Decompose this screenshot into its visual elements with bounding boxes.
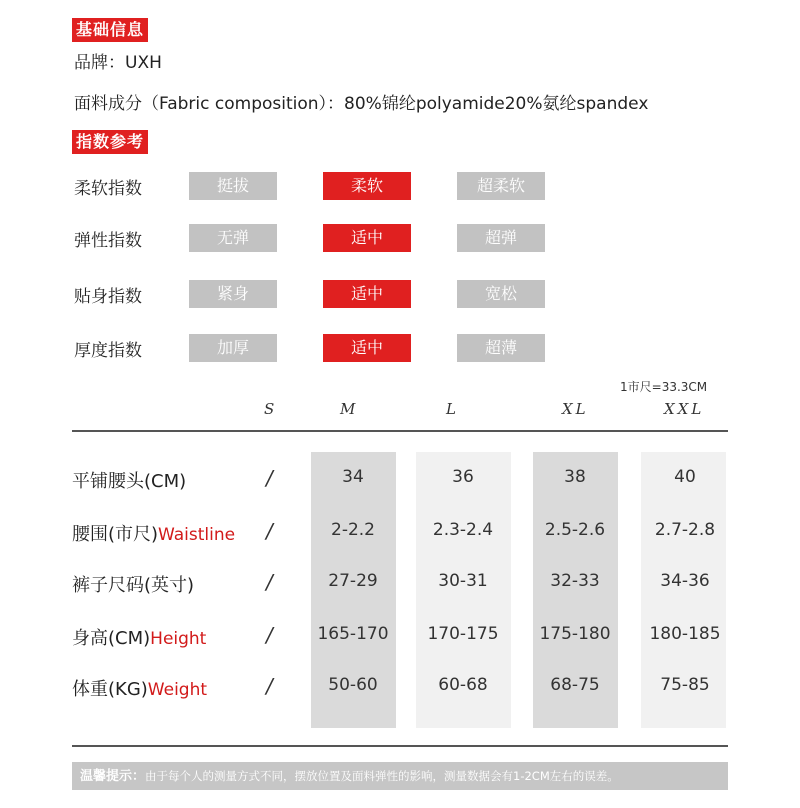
fabric-line: 面料成分（Fabric composition）：80%锦纶polyamide20%氨纶spandex [74, 94, 649, 114]
size-xl: XL [562, 400, 589, 418]
softness-option-1: 挺拔 [189, 172, 277, 200]
table-cell: 165-170 [317, 624, 389, 644]
row-slash: / [266, 519, 273, 543]
table-row-label: 平铺腰头(CM) [72, 471, 187, 492]
fit-option-1: 紧身 [189, 280, 277, 308]
table-cell: 75-85 [660, 675, 710, 695]
table-cell: 2.5-2.6 [544, 520, 606, 540]
table-cell: 2-2.2 [331, 520, 375, 540]
table-cell: 36 [452, 467, 474, 487]
index-ref-tag: 指数参考 [72, 130, 148, 154]
table-cell: 170-175 [427, 624, 499, 644]
table-cell: 34 [342, 467, 364, 487]
fit-option-3: 宽松 [457, 280, 545, 308]
table-row-label: 腰围(市尺)Waistline [72, 524, 236, 545]
elasticity-option-2: 适中 [323, 224, 411, 252]
table-cell: 2.7-2.8 [654, 520, 716, 540]
table-cell: 27-29 [328, 571, 378, 591]
table-row-label: 裤子尺码(英寸) [72, 575, 195, 596]
table-cell: 50-60 [328, 675, 378, 695]
softness-label: 柔软指数 [74, 179, 142, 199]
thickness-option-2: 适中 [323, 334, 411, 362]
softness-option-2: 柔软 [323, 172, 411, 200]
fit-option-2: 适中 [323, 280, 411, 308]
table-row-label: 体重(KG)Weight [72, 679, 208, 700]
table-cell: 32-33 [550, 571, 600, 591]
table-row-label: 身高(CM)Height [72, 628, 207, 649]
elasticity-option-3: 超弹 [457, 224, 545, 252]
fit-label: 贴身指数 [74, 287, 142, 307]
size-xxl: XXL [664, 400, 705, 418]
row-slash: / [266, 466, 273, 490]
row-slash: / [266, 623, 273, 647]
table-cell: 60-68 [438, 675, 488, 695]
elasticity-option-1: 无弹 [189, 224, 277, 252]
tip-note [72, 762, 728, 790]
table-top-rule [72, 430, 728, 432]
elasticity-label: 弹性指数 [74, 231, 142, 251]
table-cell: 68-75 [550, 675, 600, 695]
table-cell: 40 [674, 467, 696, 487]
brand-line: 品牌：UXH [74, 53, 162, 73]
table-cell: 38 [564, 467, 586, 487]
table-cell: 175-180 [539, 624, 611, 644]
thickness-option-1: 加厚 [189, 334, 277, 362]
size-l: L [446, 400, 459, 418]
thickness-label: 厚度指数 [74, 341, 142, 361]
tip-title: 温馨提示： [80, 769, 146, 784]
table-cell: 180-185 [649, 624, 721, 644]
table-bottom-rule [72, 745, 728, 747]
row-slash: / [266, 570, 273, 594]
thickness-option-3: 超薄 [457, 334, 545, 362]
row-slash: / [266, 674, 273, 698]
basic-info-tag: 基础信息 [72, 18, 148, 42]
size-s: S [264, 400, 278, 418]
size-m: M [340, 400, 359, 418]
table-cell: 2.3-2.4 [432, 520, 494, 540]
softness-option-3: 超柔软 [457, 172, 545, 200]
tip-text: 由于每个人的测量方式不同，摆放位置及面料弹性的影响，测量数据会有1-2CM左右的误差。 [145, 769, 619, 783]
unit-note: 1市尺=33.3CM [620, 380, 708, 394]
table-cell: 34-36 [660, 571, 710, 591]
table-cell: 30-31 [438, 571, 488, 591]
